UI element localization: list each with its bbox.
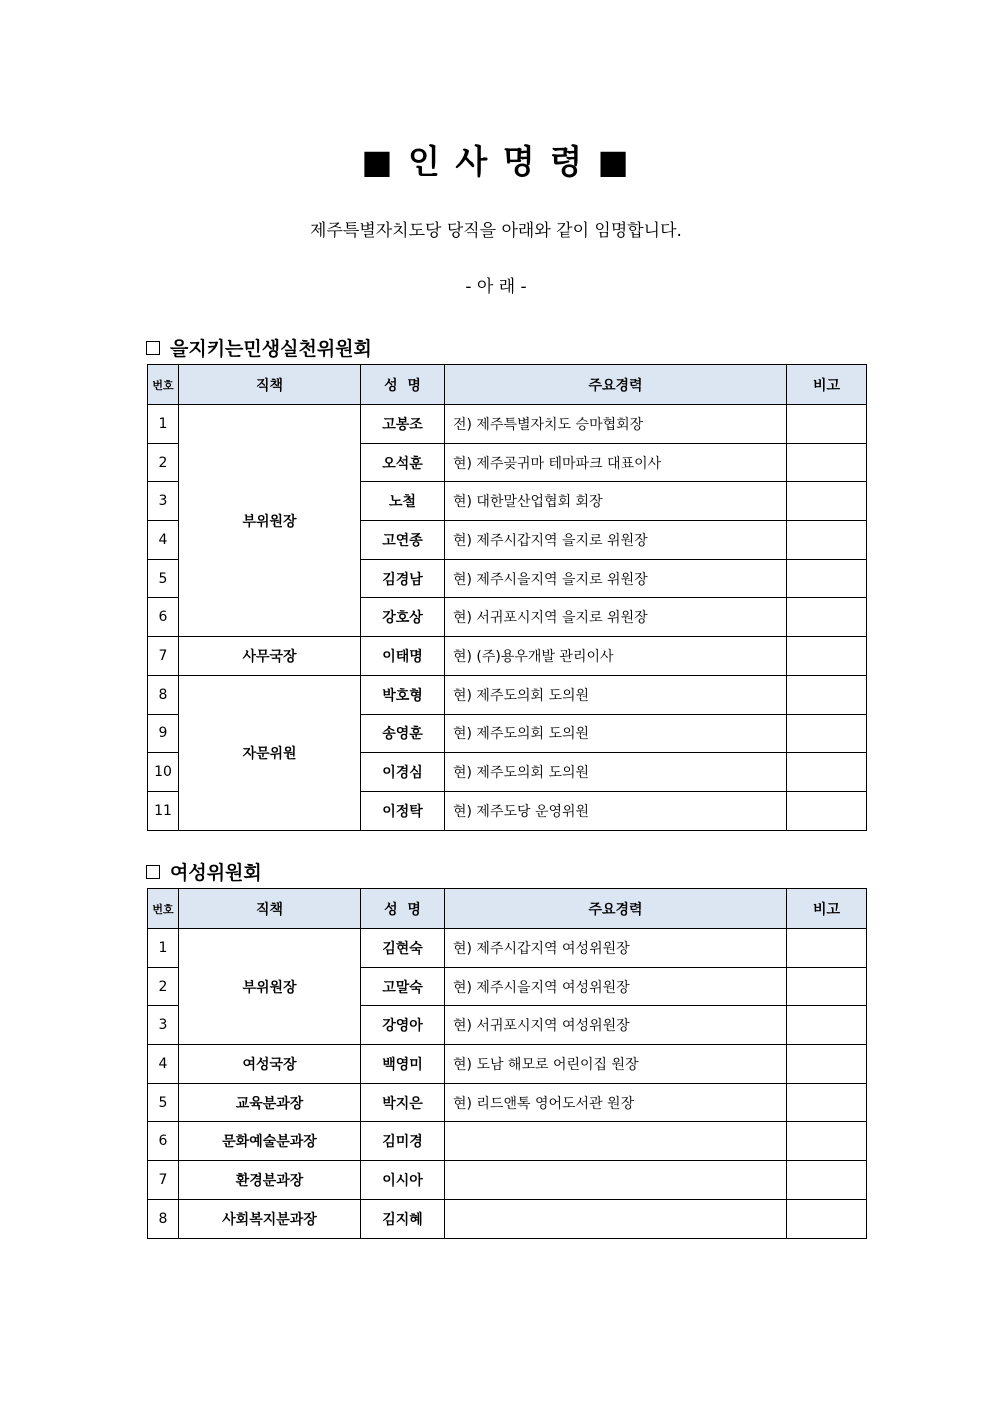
- person-name: 김현숙: [361, 929, 445, 968]
- note-cell: [787, 714, 867, 753]
- note-cell: [787, 1083, 867, 1122]
- position-cell: 자문위원: [179, 675, 361, 830]
- table-row: [148, 1199, 867, 1238]
- row-number: 7: [148, 637, 179, 676]
- page-title: ■ 인 사 명 령 ■: [361, 142, 631, 181]
- section-heading-minsaeng: [146, 334, 372, 361]
- career-cell: 현) 제주도의회 도의원: [445, 675, 787, 714]
- career-cell: 현) 제주곶귀마 테마파크 대표이사: [445, 443, 787, 482]
- person-name: 박지은: [361, 1083, 445, 1122]
- table-row: [148, 675, 867, 714]
- note-cell: [787, 1161, 867, 1200]
- person-name: 고봉조: [361, 405, 445, 444]
- col-header-name: 성 명: [361, 365, 445, 405]
- row-number: 4: [148, 1045, 179, 1084]
- section-heading-women: [146, 858, 262, 885]
- note-cell: [787, 929, 867, 968]
- row-number: 5: [148, 559, 179, 598]
- note-cell: [787, 482, 867, 521]
- row-number: 11: [148, 791, 179, 830]
- person-name: 강호상: [361, 598, 445, 637]
- career-cell: 현) 제주도의회 도의원: [445, 714, 787, 753]
- career-cell: 현) 리드앤톡 영어도서관 원장: [445, 1083, 787, 1122]
- position-cell: 환경분과장: [179, 1161, 361, 1200]
- table-row: [148, 1083, 867, 1122]
- position-cell: 여성국장: [179, 1045, 361, 1084]
- header-row: [148, 889, 867, 929]
- person-name: 박호형: [361, 675, 445, 714]
- row-number: 8: [148, 675, 179, 714]
- row-number: 6: [148, 598, 179, 637]
- row-number: 3: [148, 482, 179, 521]
- below-marker: - 아 래 -: [465, 277, 527, 297]
- table-row: [148, 929, 867, 968]
- career-cell: [445, 1122, 787, 1161]
- note-cell: [787, 1122, 867, 1161]
- note-cell: [787, 753, 867, 792]
- note-cell: [787, 1045, 867, 1084]
- career-cell: 현) 제주시갑지역 여성위원장: [445, 929, 787, 968]
- note-cell: [787, 1006, 867, 1045]
- career-cell: 현) 대한말산업협회 회장: [445, 482, 787, 521]
- career-cell: 현) 도남 해모로 어린이집 원장: [445, 1045, 787, 1084]
- col-header-note: 비고: [787, 889, 867, 929]
- row-number: 5: [148, 1083, 179, 1122]
- row-number: 2: [148, 967, 179, 1006]
- person-name: 고말숙: [361, 967, 445, 1006]
- col-header-note: 비고: [787, 365, 867, 405]
- row-number: 6: [148, 1122, 179, 1161]
- col-header-position: 직책: [179, 365, 361, 405]
- person-name: 이시아: [361, 1161, 445, 1200]
- position-cell: 교육분과장: [179, 1083, 361, 1122]
- section-title: 을지키는민생실천위원회: [170, 338, 372, 360]
- roster-table-minsaeng: [147, 364, 867, 831]
- row-number: 9: [148, 714, 179, 753]
- person-name: 백영미: [361, 1045, 445, 1084]
- career-cell: [445, 1199, 787, 1238]
- table-row: [148, 1045, 867, 1084]
- person-name: 노철: [361, 482, 445, 521]
- note-cell: [787, 559, 867, 598]
- table-row: [148, 405, 867, 444]
- col-header-position: 직책: [179, 889, 361, 929]
- position-cell: 사무국장: [179, 637, 361, 676]
- col-header-no: 번호: [148, 365, 179, 405]
- table-row: [148, 1161, 867, 1200]
- position-cell: 부위원장: [179, 405, 361, 637]
- person-name: 고연종: [361, 521, 445, 560]
- row-number: 7: [148, 1161, 179, 1200]
- career-cell: 현) 서귀포시지역 여성위원장: [445, 1006, 787, 1045]
- position-cell: 문화예술분과장: [179, 1122, 361, 1161]
- career-cell: 현) 제주시갑지역 을지로 위원장: [445, 521, 787, 560]
- row-number: 1: [148, 405, 179, 444]
- position-cell: 부위원장: [179, 929, 361, 1045]
- note-cell: [787, 405, 867, 444]
- person-name: 송영훈: [361, 714, 445, 753]
- career-cell: 현) 제주도당 운영위원: [445, 791, 787, 830]
- note-cell: [787, 967, 867, 1006]
- intro-text: 제주특별자치도당 당직을 아래와 같이 임명합니다.: [310, 221, 682, 241]
- row-number: 3: [148, 1006, 179, 1045]
- career-cell: 전) 제주특별자치도 승마협회장: [445, 405, 787, 444]
- note-cell: [787, 1199, 867, 1238]
- row-number: 10: [148, 753, 179, 792]
- row-number: 8: [148, 1199, 179, 1238]
- checkbox-icon: [146, 865, 160, 879]
- position-cell: 사회복지분과장: [179, 1199, 361, 1238]
- col-header-name: 성 명: [361, 889, 445, 929]
- col-header-career: 주요경력: [445, 889, 787, 929]
- col-header-career: 주요경력: [445, 365, 787, 405]
- career-cell: 현) 제주시을지역 을지로 위원장: [445, 559, 787, 598]
- person-name: 강영아: [361, 1006, 445, 1045]
- section-title: 여성위원회: [170, 862, 262, 884]
- career-cell: 현) 제주도의회 도의원: [445, 753, 787, 792]
- row-number: 1: [148, 929, 179, 968]
- career-cell: [445, 1161, 787, 1200]
- note-cell: [787, 443, 867, 482]
- person-name: 김경남: [361, 559, 445, 598]
- row-number: 2: [148, 443, 179, 482]
- person-name: 이태명: [361, 637, 445, 676]
- table-row: [148, 637, 867, 676]
- row-number: 4: [148, 521, 179, 560]
- table-row: [148, 1122, 867, 1161]
- note-cell: [787, 521, 867, 560]
- career-cell: 현) (주)용우개발 관리이사: [445, 637, 787, 676]
- roster-table-women: [147, 888, 867, 1239]
- note-cell: [787, 675, 867, 714]
- note-cell: [787, 637, 867, 676]
- career-cell: 현) 서귀포시지역 을지로 위원장: [445, 598, 787, 637]
- person-name: 김지혜: [361, 1199, 445, 1238]
- person-name: 오석훈: [361, 443, 445, 482]
- person-name: 김미경: [361, 1122, 445, 1161]
- career-cell: 현) 제주시을지역 여성위원장: [445, 967, 787, 1006]
- checkbox-icon: [146, 341, 160, 355]
- col-header-no: 번호: [148, 889, 179, 929]
- header-row: [148, 365, 867, 405]
- note-cell: [787, 791, 867, 830]
- person-name: 이정탁: [361, 791, 445, 830]
- note-cell: [787, 598, 867, 637]
- person-name: 이경심: [361, 753, 445, 792]
